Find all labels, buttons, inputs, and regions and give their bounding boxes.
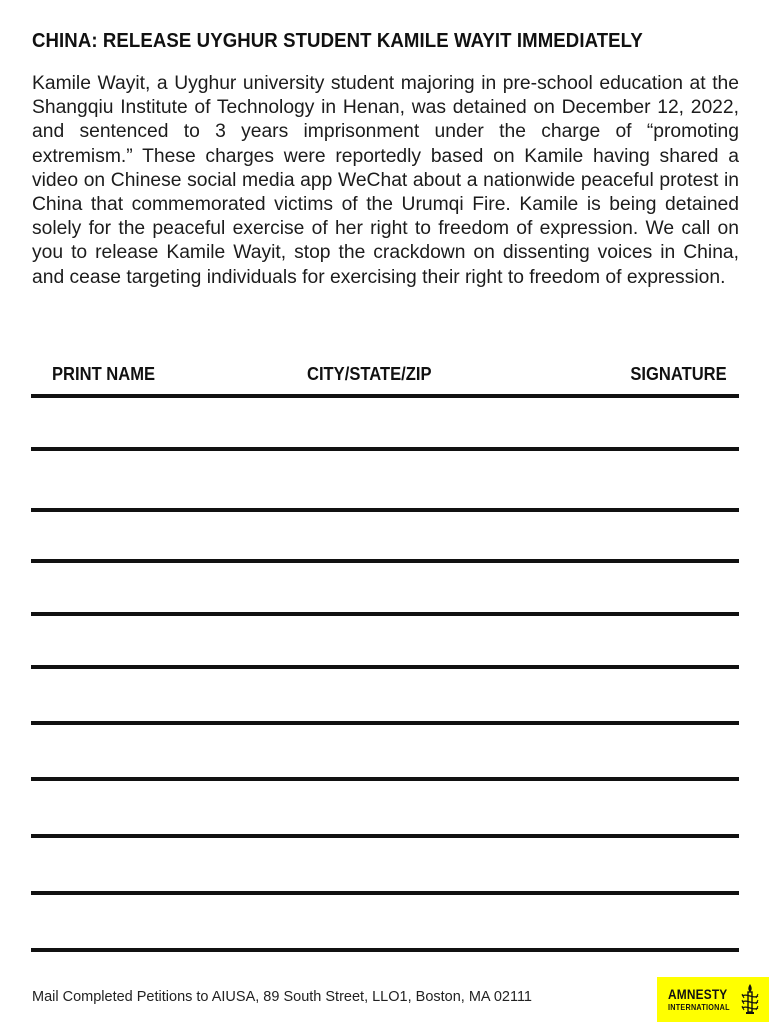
signature-line[interactable] (31, 948, 739, 952)
mailing-instructions: Mail Completed Petitions to AIUSA, 89 South Street, LLO1, Boston, MA 02111 (32, 989, 532, 1005)
logo-line-1: AMNESTY (668, 986, 728, 1002)
signature-line[interactable] (31, 721, 739, 725)
column-header-signature: SIGNATURE (630, 364, 727, 384)
column-header-city-state-zip: CITY/STATE/ZIP (307, 364, 432, 384)
signature-line[interactable] (31, 665, 739, 669)
logo-wordmark (668, 987, 741, 1012)
candle-barbed-wire-icon (739, 982, 761, 1018)
header-divider (31, 394, 739, 398)
signature-line[interactable] (31, 612, 739, 616)
petition-title: CHINA: RELEASE UYGHUR STUDENT KAMILE WAYIT IMMEDIATELY (32, 30, 643, 52)
signature-line[interactable] (31, 447, 739, 451)
signature-line[interactable] (31, 834, 739, 838)
logo-line-2: INTERNATIONAL (668, 1002, 730, 1012)
signature-line[interactable] (31, 559, 739, 563)
signature-line[interactable] (31, 777, 739, 781)
amnesty-logo (657, 977, 769, 1022)
column-header-print-name: PRINT NAME (52, 364, 156, 384)
petition-body: Kamile Wayit, a Uyghur university student majoring in pre-school education at the Shangqiu Institute of Technology in Henan, was detained on December 12, 2022, and sentenced to 3 years imprisonment under the charge of “promoting extremism.” These charges were reportedly based on Kamile having shared a video on Chinese social media app WeChat about a nationwide peaceful protest in China that commemorated victims of the Urumqi Fire. Kamile is being detained solely for the peaceful exercise of her right to freedom of expression. We call on you to release Kamile Wayit, stop the crackdown on dissenting voices in China, and cease targeting individuals for exercising their right to freedom of expression. (32, 73, 739, 288)
signature-line[interactable] (31, 508, 739, 512)
signature-table-header (32, 364, 739, 390)
signature-line[interactable] (31, 891, 739, 895)
